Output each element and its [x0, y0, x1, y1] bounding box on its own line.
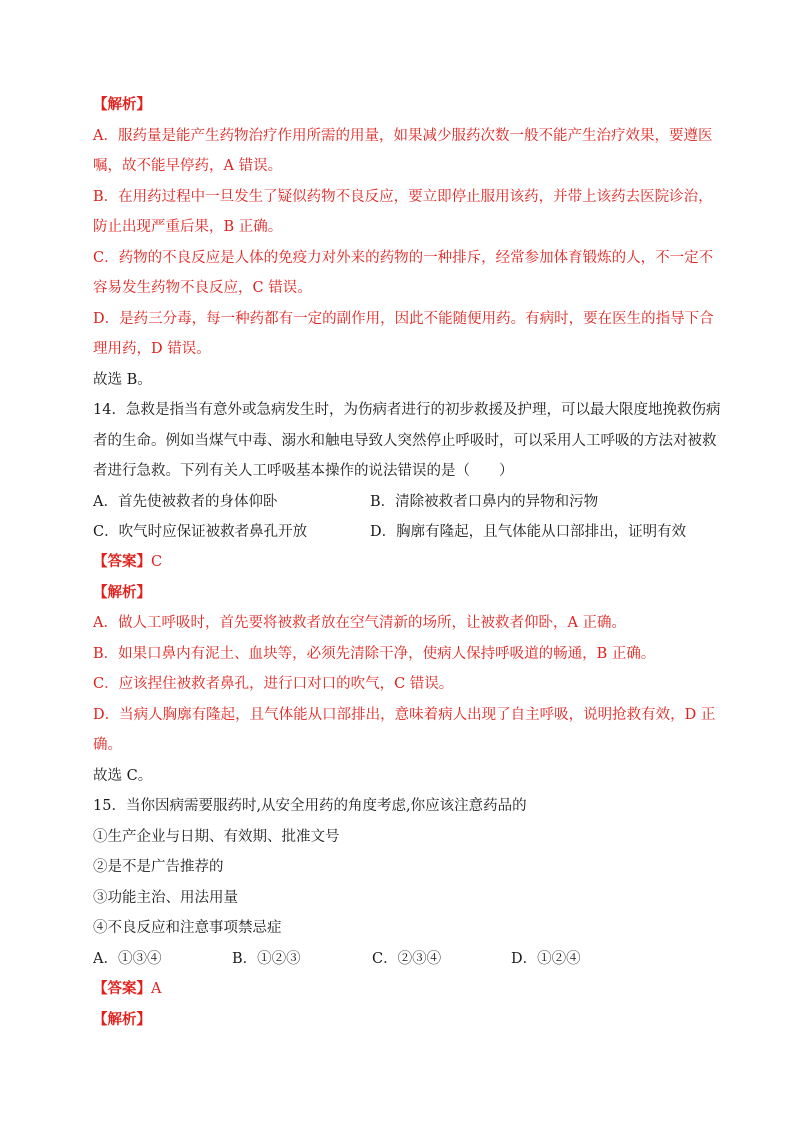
q15-answer-label: 【答案】: [93, 980, 151, 997]
q13-analysis-line: 理用药，D 错误。: [93, 341, 211, 357]
q14-analysis-line: A．做人工呼吸时，首先要将被救者放在空气清新的场所，让被救者仰卧，A 正确。: [93, 615, 627, 631]
q14-stem-line: 者进行急救。下列有关人工呼吸基本操作的说法错误的是（ ）: [93, 463, 514, 479]
q15-item: ②是不是广告推荐的: [93, 859, 224, 875]
q15-option-c: C．②③④: [372, 951, 442, 967]
q15-option-a: A．①③④: [93, 951, 162, 967]
q15-answer-value: A: [151, 981, 162, 997]
q15-item: ③功能主治、用法用量: [93, 890, 238, 906]
q15-option-d: D．①②④: [511, 951, 581, 967]
q13-analysis-line: 防止出现严重后果，B 正确。: [93, 219, 283, 235]
q14-answer-label: 【答案】: [93, 553, 151, 570]
q15-item: ①生产企业与日期、有效期、批准文号: [93, 829, 340, 845]
q15-option-b: B．①②③: [232, 951, 301, 967]
q15-stem: 15．当你因病需要服药时,从安全用药的角度考虑,你应该注意药品的: [93, 798, 527, 814]
q14-option-c: C．吹气时应保证被救者鼻孔开放: [93, 524, 308, 540]
q15-analysis-label: 【解析】: [93, 1011, 151, 1028]
q13-analysis-line: A．服药量是能产生药物治疗作用所需的用量，如果减少服药次数一般不能产生治疗效果，要遵医: [93, 128, 713, 144]
q13-analysis-line: 嘱，故不能早停药，A 错误。: [93, 158, 283, 174]
q13-analysis-line: D．是药三分毒，每一种药都有一定的副作用，因此不能随便用药。有病时，要在医生的指导下合: [93, 311, 714, 327]
q14-analysis-line: D．当病人胸廓有隆起，且气体能从口部排出，意味着病人出现了自主呼吸，说明抢救有效，D 正: [93, 707, 716, 723]
q14-analysis-line: C．应该捏住被救者鼻孔，进行口对口的吹气，C 错误。: [93, 676, 454, 692]
q14-analysis-label: 【解析】: [93, 584, 151, 601]
q14-stem-line: 者的生命。例如当煤气中毒、溺水和触电导致人突然停止呼吸时，可以采用人工呼吸的方法对被救: [93, 433, 717, 449]
q14-answer-value: C: [151, 554, 163, 570]
q15-answer-row: [93, 979, 161, 999]
q14-conclusion: 故选 C。: [93, 768, 153, 784]
q14-analysis-line: 确。: [93, 737, 122, 753]
q14-analysis-line: B．如果口鼻内有泥土、血块等，必须先清除干净，使病人保持呼吸道的畅通，B 正确。: [93, 646, 656, 662]
q13-analysis-line: C．药物的不良反应是人体的免疫力对外来的药物的一种排斥，经常参加体育锻炼的人，不一定不: [93, 250, 714, 266]
q14-option-d: D．胸廓有隆起，且气体能从口部排出，证明有效: [370, 524, 687, 540]
q13-analysis-label: 【解析】: [93, 96, 151, 113]
q13-analysis-line: 容易发生药物不良反应，C 错误。: [93, 280, 312, 296]
q13-conclusion: 故选 B。: [93, 372, 152, 388]
q15-item: ④不良反应和注意事项禁忌症: [93, 920, 282, 936]
q14-option-a: A．首先使被救者的身体仰卧: [93, 494, 278, 510]
q14-stem-line: 14．急救是指当有意外或急病发生时，为伤病者进行的初步救援及护理，可以最大限度地挽救伤病: [93, 402, 721, 418]
q13-analysis-line: B．在用药过程中一旦发生了疑似药物不良反应，要立即停止服用该药，并带上该药去医院诊治，: [93, 189, 713, 205]
q14-answer-row: [93, 552, 162, 572]
q14-option-b: B．清除被救者口鼻内的异物和污物: [370, 494, 599, 510]
